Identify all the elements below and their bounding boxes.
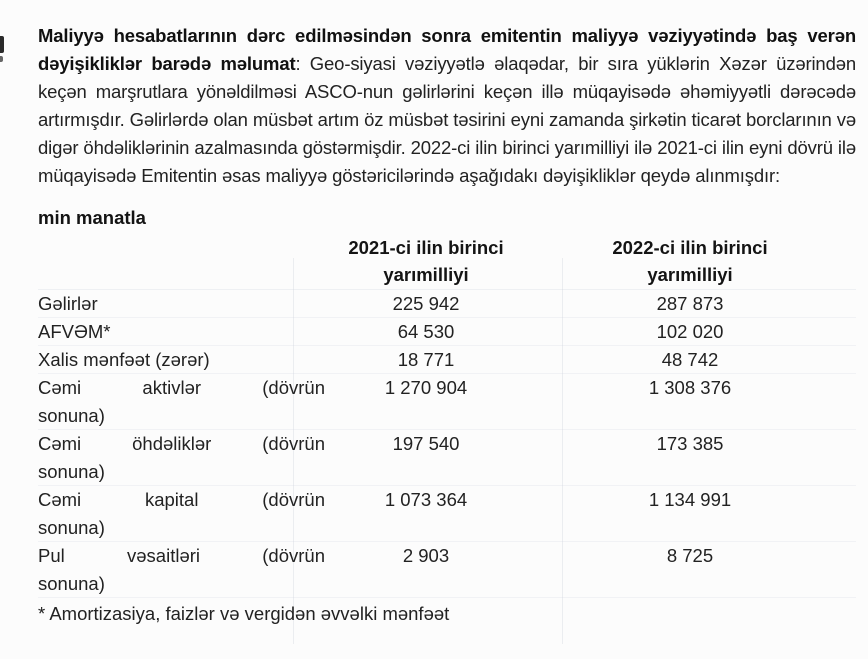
table-header-2022 xyxy=(524,234,856,288)
value-2022: 8 725 xyxy=(666,545,714,566)
row-label: Gəlirlər xyxy=(38,293,98,314)
row-label: Pul vəsaitləri (dövrün sonuna) xyxy=(38,545,325,594)
row-label: Cəmi öhdəliklər (dövrün sonuna) xyxy=(38,433,325,482)
row-label: Cəmi aktivlər (dövrün sonuna) xyxy=(38,377,325,426)
value-2021: 2 903 xyxy=(402,545,450,566)
value-2021: 1 270 904 xyxy=(384,377,468,398)
intro-paragraph-heading: Maliyyə hesabatlarının dərc edilməsindən sonra emitentin maliyyə vəziyyətində baş verən dəyişikliklər barədə məlumat xyxy=(38,25,856,74)
value-2022: 287 873 xyxy=(656,293,724,314)
table-row xyxy=(38,318,856,346)
value-2021: 225 942 xyxy=(392,293,460,314)
table-header-2021 xyxy=(328,234,524,288)
row-label: Xalis mənfəət (zərər) xyxy=(38,349,210,370)
intro-paragraph xyxy=(38,22,856,190)
row-label: Cəmi kapital (dövrün sonuna) xyxy=(38,489,325,538)
intro-paragraph-body: : Geo-siyasi vəziyyətlə əlaqədar, bir sıra yüklərin Xəzər üzərindən keçən marşrutlara yönəldilməsi ASCO-nun gəlirlərini keçən illə müqayisədə əhəmiyyətli dərəcədə artırmışdır. Gəlirlərdə olan müsbət artım öz müsbət təsirini eyni zamanda şirkətin ticarət borclarının və digər öhdəliklərinin azalmasında göstərmişdir. 2022-ci ilin birinci yarımilliyi ilə 2021-ci ilin eyni dövrü ilə müqayisədə Emitentin əsas maliyyə göstəricilərində aşağıdakı dəyişikliklər qeydə alınmışdır: xyxy=(38,53,856,186)
table-row xyxy=(38,374,856,430)
table-row xyxy=(38,290,856,318)
value-2022: 173 385 xyxy=(656,433,724,454)
financial-table xyxy=(38,234,856,598)
row-label: AFVƏM* xyxy=(38,321,111,342)
footnote: * Amortizasiya, faizlər və vergidən əvvəlki mənfəət xyxy=(38,603,450,624)
value-2022: 1 308 376 xyxy=(648,377,732,398)
value-2021: 64 530 xyxy=(397,321,455,342)
value-2021: 1 073 364 xyxy=(384,489,468,510)
table-header-2021-label: 2021-ci ilin birinci yarımilliyi xyxy=(348,237,504,285)
table-caption: min manatla xyxy=(38,207,146,228)
value-2022: 102 020 xyxy=(656,321,724,342)
table-header-row xyxy=(38,234,856,290)
table-header-2022-label: 2022-ci ilin birinci yarımilliyi xyxy=(612,237,768,285)
table-row xyxy=(38,542,856,598)
value-2021: 197 540 xyxy=(392,433,460,454)
table-row xyxy=(38,430,856,486)
table-row xyxy=(38,486,856,542)
table-row xyxy=(38,346,856,374)
value-2022: 1 134 991 xyxy=(648,489,732,510)
value-2021: 18 771 xyxy=(397,349,455,370)
value-2022: 48 742 xyxy=(661,349,719,370)
